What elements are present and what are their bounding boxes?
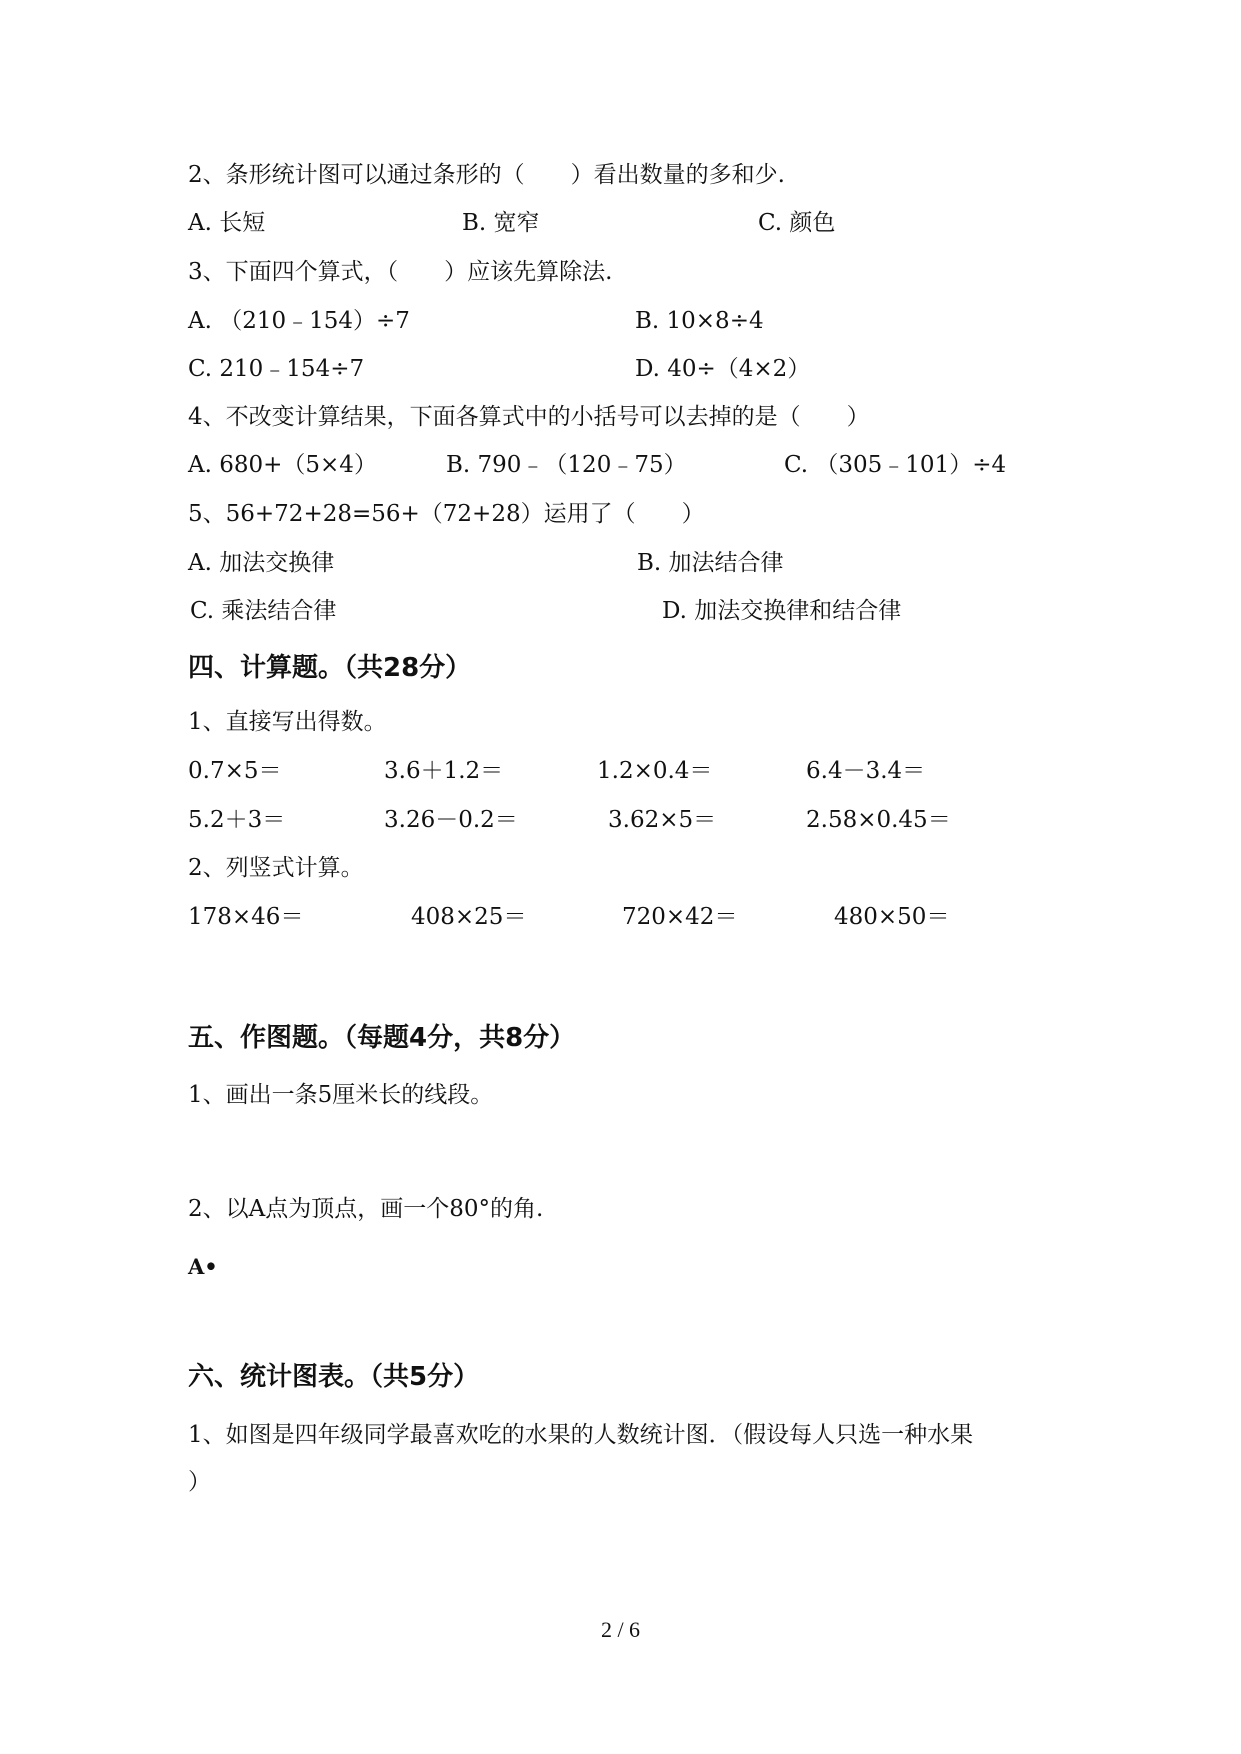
question-3-4-option-c: C. （305﹣101）÷4 — [784, 452, 1007, 478]
question-3-4-option-b: B. 790﹣（120﹣75） — [446, 452, 687, 478]
question-3-2-option-c: C. 颜色 — [758, 210, 836, 236]
page-number: 2 / 6 — [600, 1617, 641, 1642]
section-5-title: 五、作图题。（每题4分，共8分） — [188, 1023, 576, 1053]
question-4-1-stem: 1、直接写出得数。 — [188, 709, 387, 735]
question-4-2-stem: 2、列竖式计算。 — [188, 855, 364, 881]
calc-item: 3.26－0.2＝ — [384, 807, 518, 833]
question-3-3-option-c: C. 210﹣154÷7 — [188, 356, 365, 382]
question-5-2: 2、以A点为顶点，画一个80°的角. — [188, 1196, 544, 1222]
question-3-2-stem: 2、条形统计图可以通过条形的（ ）看出数量的多和少. — [188, 162, 785, 188]
question-3-3-stem: 3、下面四个算式，（ ）应该先算除法. — [188, 259, 613, 285]
question-3-4-stem: 4、不改变计算结果，下面各算式中的小括号可以去掉的是（ ） — [188, 404, 870, 430]
calc-item: 0.7×5＝ — [188, 758, 282, 784]
question-3-2-option-a: A. 长短 — [188, 210, 266, 236]
calc-item: 3.62×5＝ — [608, 807, 717, 833]
question-3-3-option-b: B. 10×8÷4 — [635, 308, 764, 334]
section-4-title: 四、计算题。（共28分） — [188, 653, 472, 683]
calc-item: 408×25＝ — [411, 904, 527, 930]
question-3-5-option-d: D. 加法交换律和结合律 — [662, 598, 902, 624]
calc-item: 178×46＝ — [188, 904, 304, 930]
question-3-3-option-d: D. 40÷（4×2） — [635, 356, 811, 382]
question-3-5-stem: 5、56+72+28=56+（72+28）运用了（ ） — [188, 501, 705, 527]
question-3-5-option-b: B. 加法结合律 — [637, 550, 784, 576]
question-3-5-option-c: C. 乘法结合律 — [190, 598, 337, 624]
point-a-label: A• — [188, 1254, 218, 1279]
calc-item: 5.2＋3＝ — [188, 807, 286, 833]
question-3-3-option-a: A. （210﹣154）÷7 — [188, 308, 410, 334]
question-6-1-line1: 1、如图是四年级同学最喜欢吃的水果的人数统计图．（假设每人只选一种水果 — [188, 1422, 974, 1448]
question-3-5-option-a: A. 加法交换律 — [188, 550, 335, 576]
question-3-4-option-a: A. 680+（5×4） — [188, 452, 377, 478]
calc-item: 2.58×0.45＝ — [806, 807, 951, 833]
question-3-2-option-b: B. 宽窄 — [462, 210, 540, 236]
question-5-1: 1、画出一条5厘米长的线段。 — [188, 1082, 494, 1108]
calc-item: 480×50＝ — [834, 904, 950, 930]
calc-item: 720×42＝ — [622, 904, 738, 930]
calc-item: 3.6＋1.2＝ — [384, 758, 504, 784]
calc-item: 6.4－3.4＝ — [806, 758, 926, 784]
question-6-1-line2: ） — [188, 1469, 211, 1495]
section-6-title: 六、统计图表。（共5分） — [188, 1362, 480, 1392]
calc-item: 1.2×0.4＝ — [597, 758, 713, 784]
